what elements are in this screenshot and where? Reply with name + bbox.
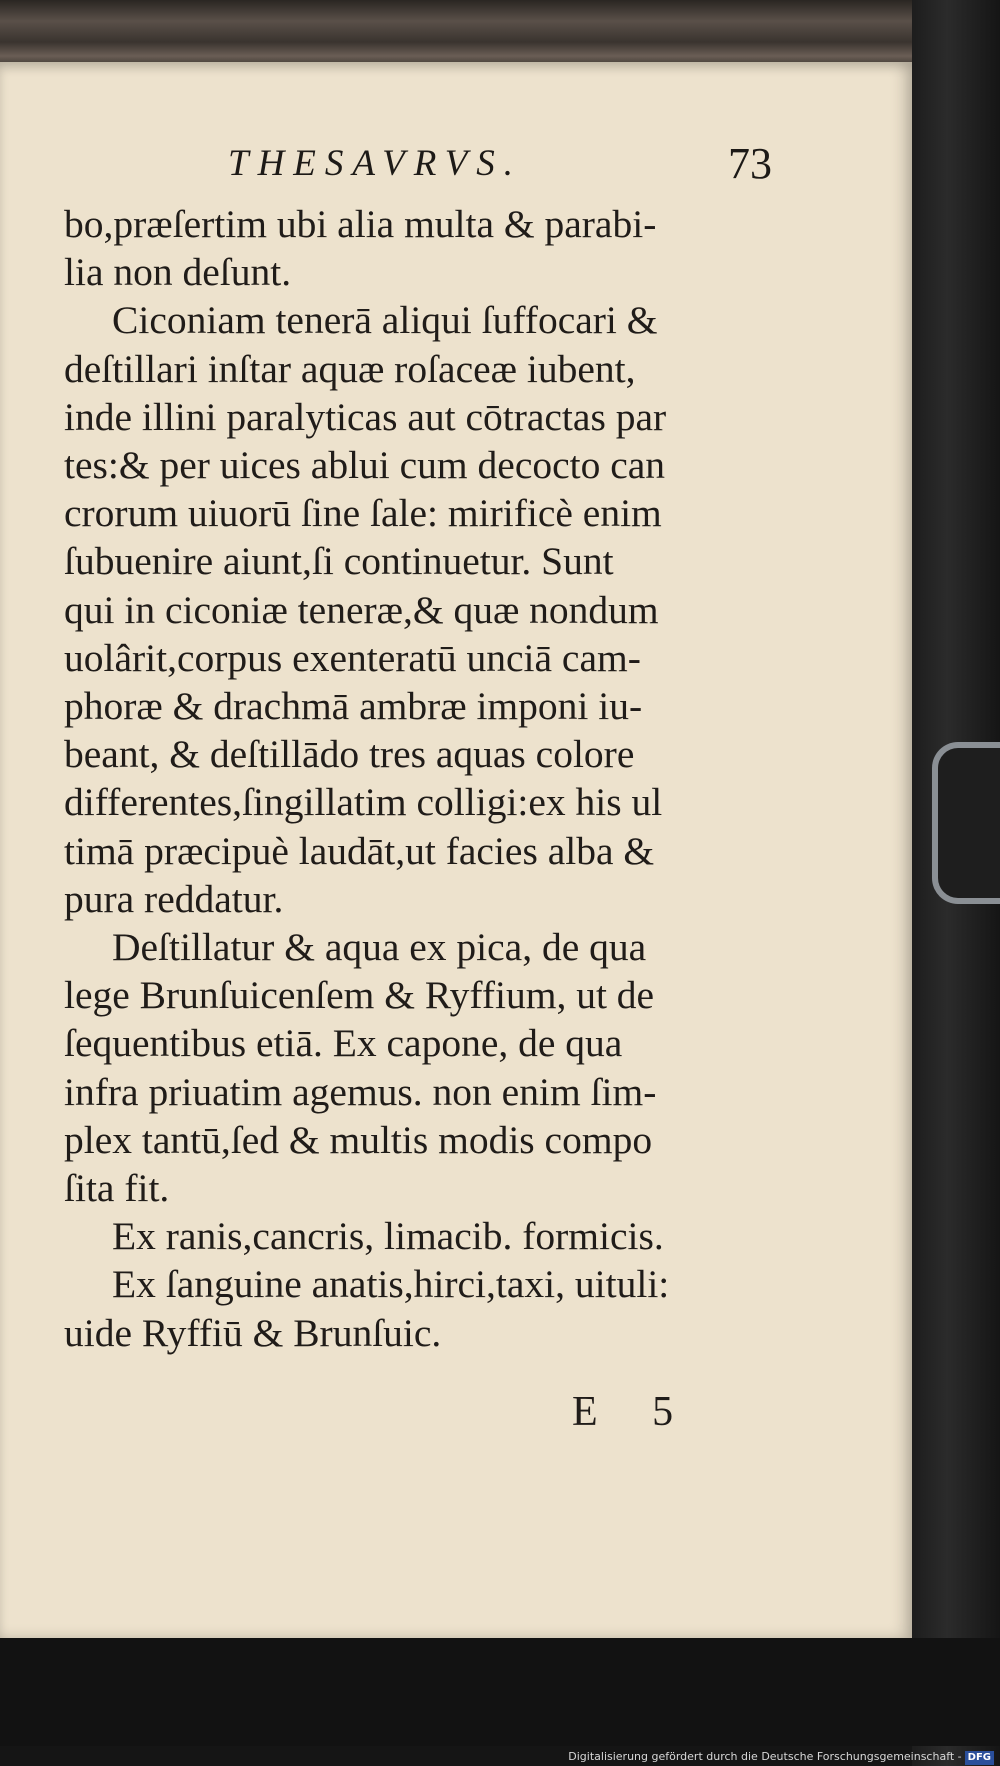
dfg-logo: DFG <box>965 1751 994 1765</box>
text-line: phoræ & drachmā ambræ imponi iu- <box>64 684 643 729</box>
text-line: timā præcipuè laudāt,ut facies alba & <box>64 828 655 873</box>
running-title: THESAVRVS. <box>228 143 523 184</box>
text-line: ſubuenire aiunt,ſi continuetur. Sunt <box>64 539 614 584</box>
page-clip <box>932 742 1000 904</box>
text-line: pura reddatur. <box>64 876 284 921</box>
text-line: Ciconiam tenerā aliqui ſuffocari & <box>112 298 658 343</box>
text-line: infra priuatim agemus. non enim ſim- <box>64 1069 657 1114</box>
page-number: 73 <box>728 139 772 188</box>
scan-background <box>0 1638 1000 1746</box>
text-line: Ex ſanguine anatis,hirci,taxi, uituli: <box>112 1262 670 1307</box>
page-edges <box>0 0 915 70</box>
text-line: Deſtillatur & aqua ex pica, de qua <box>112 925 647 970</box>
text-line: plex tantū,ſed & multis modis compo <box>64 1117 653 1162</box>
text-line: crorum uiuorū ſine ſale: mirificè enim <box>64 491 662 536</box>
text-line: Ex ranis,cancris, limacib. formicis. <box>112 1214 664 1259</box>
text-line: ſita fit. <box>64 1166 170 1211</box>
page-header <box>0 139 912 194</box>
signature-mark: E 5 <box>572 1389 696 1435</box>
text-line: lege Brunſuicenſem & Ryffium, ut de <box>64 973 655 1018</box>
text-line: beant, & deſtillādo tres aquas colore <box>64 732 635 777</box>
text-line: differentes,ſingillatim colligi:ex his ul <box>64 780 663 825</box>
text-line: bo,præſertim ubi alia multa & parabi- <box>64 202 657 246</box>
body-text <box>64 200 776 1357</box>
text-line: lia non deſunt. <box>64 250 292 295</box>
text-line: qui in ciconiæ teneræ,& quæ nondum <box>64 587 659 632</box>
text-line: uide Ryffiū & Brunſuic. <box>64 1310 442 1355</box>
text-line: ſequentibus etiā. Ex capone, de qua <box>64 1021 623 1066</box>
credit-text: Digitalisierung gefördert durch die Deutsche Forschungsgemeinschaft - <box>568 1750 962 1763</box>
text-line: inde illini paralyticas aut cōtractas par <box>64 394 667 439</box>
text-line: tes:& per uices ablui cum decocto can <box>64 443 666 488</box>
digitization-credit <box>568 1748 994 1766</box>
text-line: deſtillari inſtar aquæ roſaceæ iubent, <box>64 346 636 391</box>
text-line: uolârit,corpus exenteratū unciā cam- <box>64 635 641 680</box>
